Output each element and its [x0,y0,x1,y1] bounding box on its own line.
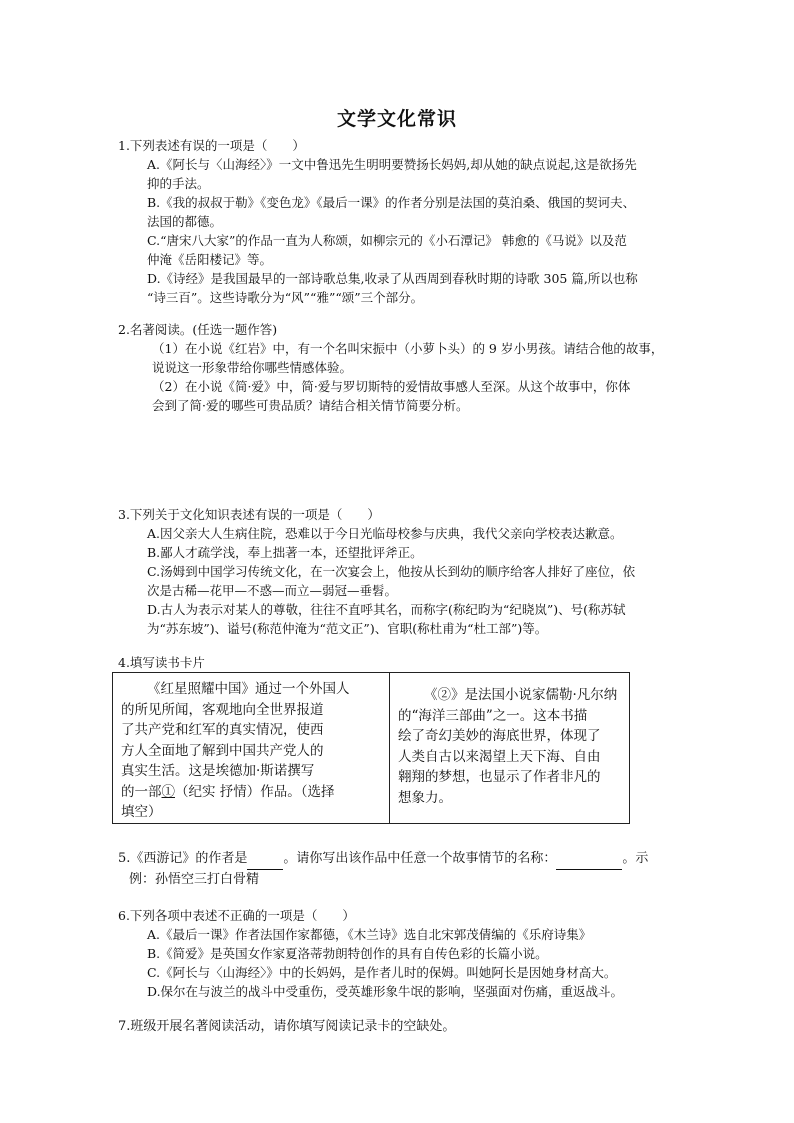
card-left-line-6-start: 的一部 [121,783,162,800]
question-5-part-3: 。示 [622,851,649,866]
card-left-line-4: 方人全面地了解到中国共产党人的 [121,742,324,759]
plot-blank[interactable] [556,849,622,870]
question-6-option-a: A.《最后一课》作者法国作家都德，《木兰诗》选自北宋郭茂倩编的《乐府诗集》 [147,927,592,942]
question-1-option-c-cont: 仲淹《岳阳楼记》等。 [147,252,273,267]
question-7 [118,1017,698,1036]
question-3-option-d: D.古人为表示对某人的尊敬，往往不直呼其名，而称字(称纪昀为“纪晓岚”)、号(称苏轼 [147,602,626,617]
question-5-line-1 [118,849,718,870]
page-title: 文学文化常识 [336,108,457,130]
question-1-option-c: C.“唐宋八大家”的作品一直为人称颂，如柳宗元的《小石潭记》 韩愈的《马说》以及范 [147,233,627,248]
card-right-line-1: 《②》是法国小说家儒勒·凡尔纳 [424,687,618,703]
question-3-option-d-cont: 为“苏东坡”)、谥号(称范仲淹为“范文正”)、官职(称杜甫为“杜工部”)等。 [147,621,548,636]
reading-card-left [113,673,390,824]
card-left-line-6-end: （纪实 抒情）作品。（选择 [175,783,335,800]
reading-card-right [390,673,630,824]
question-4 [118,653,698,672]
question-1-option-a: A.《阿长与〈山海经〉》一文中鲁迅先生明明要赞扬长妈妈,却从她的缺点说起,这是欲扬先 [147,157,637,172]
question-1-option-d: D.《诗经》是我国最早的一部诗歌总集,收录了从西周到春秋时期的诗歌 305 篇,所以也称 [147,271,638,286]
question-3-option-a: A.因父亲大人生病住院，恐难以于今日光临母校参与庆典，我代父亲向学校表达歉意。 [147,526,623,541]
card-left-line-3: 了共产党和红军的真实情况，使西 [121,722,324,738]
card-left-line-2: 的所见所闻，客观地向全世界报道 [121,701,324,718]
card-left-line-7: 填空） [121,804,162,820]
card-right-line-6: 想象力。 [398,789,452,806]
question-6-option-d: D.保尔在与波兰的战斗中受重伤，受英雄形象牛氓的影响，坚强面对伤痛，重返战斗。 [147,984,624,999]
question-2-sub-2-cont: 会到了简·爱的哪些可贵品质？请结合相关情节简要分析。 [152,398,469,413]
card-left-line-5: 真实生活。这是埃德加·斯诺撰写 [121,763,315,779]
question-5-example: 例：孙悟空三打白骨精 [129,872,260,887]
question-1-option-d-cont: “诗三百”。这些诗歌分为“风”“雅”“颂”三个部分。 [147,290,424,305]
question-2-stem: 2.名著阅读。(任选一题作答) [118,322,278,337]
question-1-option-b-cont: 法国的都德。 [147,214,223,229]
question-3-option-c: C.汤姆到中国学习传统文化，在一次宴会上，他按从长到幼的顺序给客人排好了座位，依 [147,564,636,579]
question-2 [118,320,698,415]
question-7-stem: 7.班级开展名著阅读活动，请你填写阅读记录卡的空缺处。 [118,1019,456,1034]
question-6-option-c: C.《阿长与〈山海经〉》中的长妈妈，是作者儿时的保姆。叫她阿长是因她身材高大。 [147,965,617,980]
card-right-line-3: 绘了奇幻美妙的海底世界，体现了 [398,728,601,744]
author-blank[interactable] [247,849,283,870]
card-blank-1[interactable]: ① [161,783,175,800]
question-5-part-2: 。请你写出该作品中任意一个故事情节的名称： [283,851,557,866]
question-3 [118,505,698,638]
card-right-line-4: 人类自古以来渴望上天下海、自由 [398,748,601,765]
question-5 [118,849,718,890]
question-4-stem: 4.填写读书卡片 [118,655,205,670]
question-3-option-c-cont: 次是古稀—花甲—不惑—而立—弱冠—垂髫。 [147,583,398,598]
card-right-line-2: 的“海洋三部曲”之一。这本书描 [398,707,588,724]
question-5-part-1: 5.《西游记》的作者是 [118,851,248,866]
question-2-sub-2: （2）在小说《简·爱》中，简·爱与罗切斯特的爱情故事感人至深。从这个故事中，你体 [152,379,631,394]
question-2-sub-1: （1）在小说《红岩》中，有一个名叫宋振中（小萝卜头）的 9 岁小男孩。请结合他的故事， [152,341,664,356]
card-left-line-1: 《红星照耀中国》通过一个外国人 [147,681,350,697]
question-6 [118,906,698,1001]
question-1-stem: 1.下列表述有误的一项是（ ） [118,138,305,153]
card-left-line-6 [121,782,379,803]
question-1-option-b: B.《我的叔叔于勒》《变色龙》《最后一课》的作者分别是法国的莫泊桑、俄国的契诃夫、 [147,195,636,210]
question-2-sub-1-cont: 说说这一形象带给你哪些情感体验。 [152,360,353,375]
question-6-option-b: B.《简爱》是英国女作家夏洛蒂勃朗特创作的具有自传色彩的长篇小说。 [147,946,548,961]
question-6-stem: 6.下列各项中表述不正确的一项是（ ） [118,908,355,923]
card-right-line-5: 翱翔的梦想，也显示了作者非凡的 [398,769,601,785]
question-3-option-b: B.鄙人才疏学浅，奉上拙著一本，还望批评斧正。 [147,545,423,560]
question-1-option-a-cont: 抑的手法。 [147,176,210,191]
question-1 [118,136,698,307]
question-3-stem: 3.下列关于文化知识表述有误的一项是（ ） [118,507,380,522]
reading-card-table [112,672,630,824]
